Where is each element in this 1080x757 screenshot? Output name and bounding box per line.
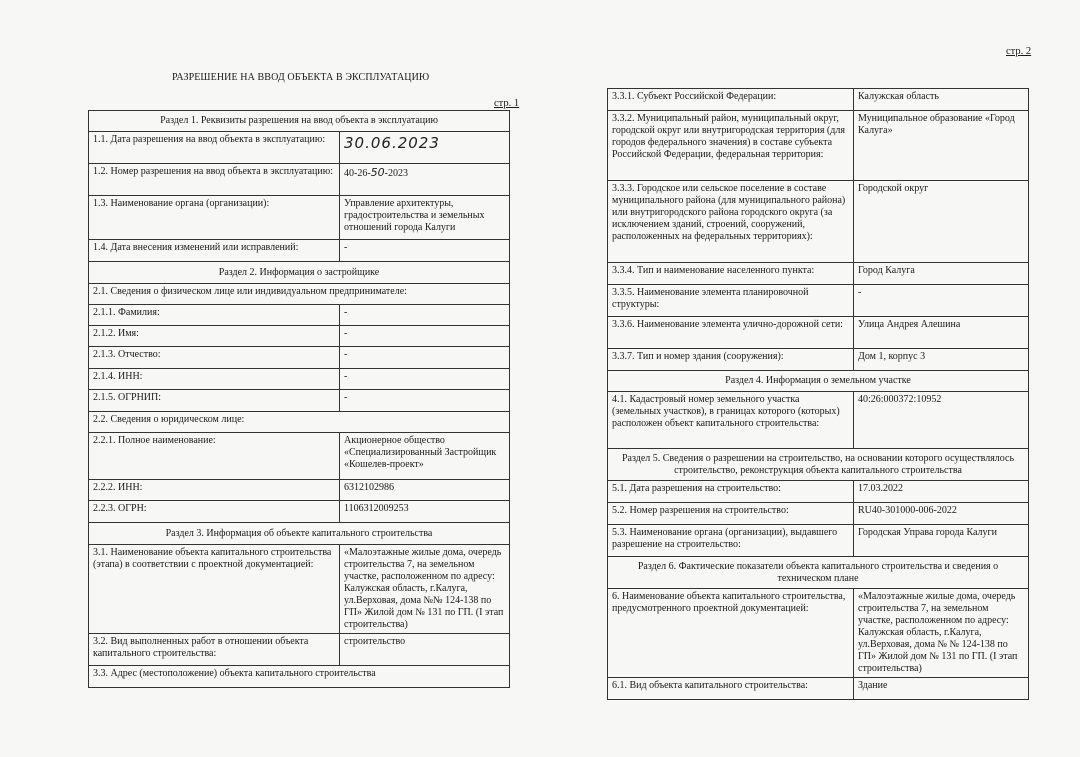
- object-name-label: 3.1. Наименование объекта капитального строительства (этапа) в соответствии с проектной документацией:: [89, 545, 340, 634]
- federal-subject-label: 3.3.1. Субъект Российской Федерации:: [608, 89, 854, 111]
- surname-value: -: [340, 305, 510, 326]
- section-2-header: Раздел 2. Информация о застройщике: [89, 262, 510, 284]
- ogrnip-value: -: [340, 390, 510, 412]
- amendment-date-value: -: [340, 240, 510, 262]
- permit-number-label: 1.2. Номер разрешения на ввод объекта в эксплуатацию:: [89, 164, 340, 196]
- permit-number-handwritten: 50: [370, 166, 385, 179]
- work-type-value: строительство: [340, 634, 510, 666]
- section-4-header: Раздел 4. Информация о земельном участке: [608, 371, 1029, 392]
- patronymic-label: 2.1.3. Отчество:: [89, 347, 340, 369]
- actual-object-name-label: 6. Наименование объекта капитального строительства, предусмотренного проектной документацией:: [608, 589, 854, 678]
- construction-permit-date-label: 5.1. Дата разрешения на строительство:: [608, 481, 854, 503]
- construction-permit-authority-value: Городская Управа города Калуги: [854, 525, 1029, 557]
- permit-number-value: [340, 164, 510, 196]
- first-name-label: 2.1.2. Имя:: [89, 326, 340, 347]
- street-value: Улица Андрея Алешина: [854, 317, 1029, 349]
- company-name-value: Акционерное общество «Специализированный Застройщик «Кошелев-проект»: [340, 433, 510, 480]
- object-name-value: «Малоэтажные жилые дома, очередь строительства 7, на земельном участке, расположенном по адресу: Калужская область, г.Калуга, ул.Верховая, дома №№ 124-138 по ГП» Жилой дом № 131 по ГП. (I этап строительства): [340, 545, 510, 634]
- building-number-label: 3.3.7. Тип и номер здания (сооружения):: [608, 349, 854, 371]
- actual-object-name-value: «Малоэтажные жилые дома, очередь строительства 7, на земельном участке, расположенном по адресу: Калужская область, г.Калуга, ул.Верховая, дома № № 124-138 по ГП» Жилой дом № 131 по ГП. (I этап строительства): [854, 589, 1029, 678]
- section-6-header: Раздел 6. Фактические показатели объекта капитального строительства и сведения о техническом плане: [608, 557, 1029, 589]
- surname-label: 2.1.1. Фамилия:: [89, 305, 340, 326]
- municipal-district-value: Муниципальное образование «Город Калуга»: [854, 111, 1029, 181]
- locality-label: 3.3.4. Тип и наименование населенного пункта:: [608, 263, 854, 285]
- permit-table-page-1: [88, 110, 510, 688]
- page-number-1: стр. 1: [494, 98, 520, 109]
- planning-element-label: 3.3.5. Наименование элемента планировочной структуры:: [608, 285, 854, 317]
- federal-subject-value: Калужская область: [854, 89, 1029, 111]
- issuing-authority-label: 1.3. Наименование органа (организации):: [89, 196, 340, 240]
- individual-info-label: 2.1. Сведения о физическом лице или индивидуальном предпринимателе:: [89, 284, 510, 305]
- permit-table-page-2: [607, 88, 1029, 700]
- section-5-header: Раздел 5. Сведения о разрешении на строительство, на основании которого осуществлялось строительство, реконструкция объекта капитального строительства: [608, 449, 1029, 481]
- building-number-value: Дом 1, корпус 3: [854, 349, 1029, 371]
- section-1-header: Раздел 1. Реквизиты разрешения на ввод объекта в эксплуатацию: [89, 111, 510, 132]
- amendment-date-label: 1.4. Дата внесения изменений или исправлений:: [89, 240, 340, 262]
- company-inn-label: 2.2.2. ИНН:: [89, 480, 340, 501]
- individual-inn-value: -: [340, 369, 510, 390]
- street-label: 3.3.6. Наименование элемента улично-дорожной сети:: [608, 317, 854, 349]
- planning-element-value: -: [854, 285, 1029, 317]
- company-inn-value: 6312102986: [340, 480, 510, 501]
- object-address-label: 3.3. Адрес (местоположение) объекта капитального строительства: [89, 666, 510, 688]
- work-type-label: 3.2. Вид выполненных работ в отношении объекта капитального строительства:: [89, 634, 340, 666]
- section-3-header: Раздел 3. Информация об объекте капитального строительства: [89, 523, 510, 545]
- cadastral-number-value: 40:26:000372:10952: [854, 392, 1029, 449]
- construction-permit-number-value: RU40-301000-006-2022: [854, 503, 1029, 525]
- ogrn-label: 2.2.3. ОГРН:: [89, 501, 340, 523]
- individual-inn-label: 2.1.4. ИНН:: [89, 369, 340, 390]
- first-name-value: -: [340, 326, 510, 347]
- object-kind-value: Здание: [854, 678, 1029, 700]
- ogrnip-label: 2.1.5. ОГРНИП:: [89, 390, 340, 412]
- locality-value: Город Калуга: [854, 263, 1029, 285]
- page-title: РАЗРЕШЕНИЕ НА ВВОД ОБЪЕКТА В ЭКСПЛУАТАЦИЮ: [172, 72, 430, 83]
- issuing-authority-value: Управление архитектуры, градостроительства и земельных отношений города Калуги: [340, 196, 510, 240]
- object-kind-label: 6.1. Вид объекта капитального строительства:: [608, 678, 854, 700]
- permit-date-label: 1.1. Дата разрешения на ввод объекта в эксплуатацию:: [89, 132, 340, 164]
- permit-number-suffix: -2023: [384, 168, 409, 179]
- page-number-2: стр. 2: [1006, 46, 1032, 57]
- legal-entity-info-label: 2.2. Сведения о юридическом лице:: [89, 412, 510, 433]
- cadastral-number-label: 4.1. Кадастровый номер земельного участка (земельных участков), в границах которого (которых) расположен объект капитального строительства:: [608, 392, 854, 449]
- construction-permit-authority-label: 5.3. Наименование органа (организации), выдавшего разрешение на строительство:: [608, 525, 854, 557]
- construction-permit-date-value: 17.03.2022: [854, 481, 1029, 503]
- ogrn-value: 1106312009253: [340, 501, 510, 523]
- settlement-value: Городской округ: [854, 181, 1029, 263]
- settlement-label: 3.3.3. Городское или сельское поселение в составе муниципального района (для муниципального района) или внутригородского района городского округа (за исключением зданий, строений, сооружений, расположенных на федеральных территориях):: [608, 181, 854, 263]
- construction-permit-number-label: 5.2. Номер разрешения на строительство:: [608, 503, 854, 525]
- municipal-district-label: 3.3.2. Муниципальный район, муниципальный округ, городской округ или внутригородская территория (для городов федерального значения) в составе субъекта Российской Федерации, федеральная территория:: [608, 111, 854, 181]
- company-name-label: 2.2.1. Полное наименование:: [89, 433, 340, 480]
- patronymic-value: -: [340, 347, 510, 369]
- permit-date-value: 30.06.2023: [340, 132, 510, 164]
- permit-number-prefix: 40-26-: [344, 168, 371, 179]
